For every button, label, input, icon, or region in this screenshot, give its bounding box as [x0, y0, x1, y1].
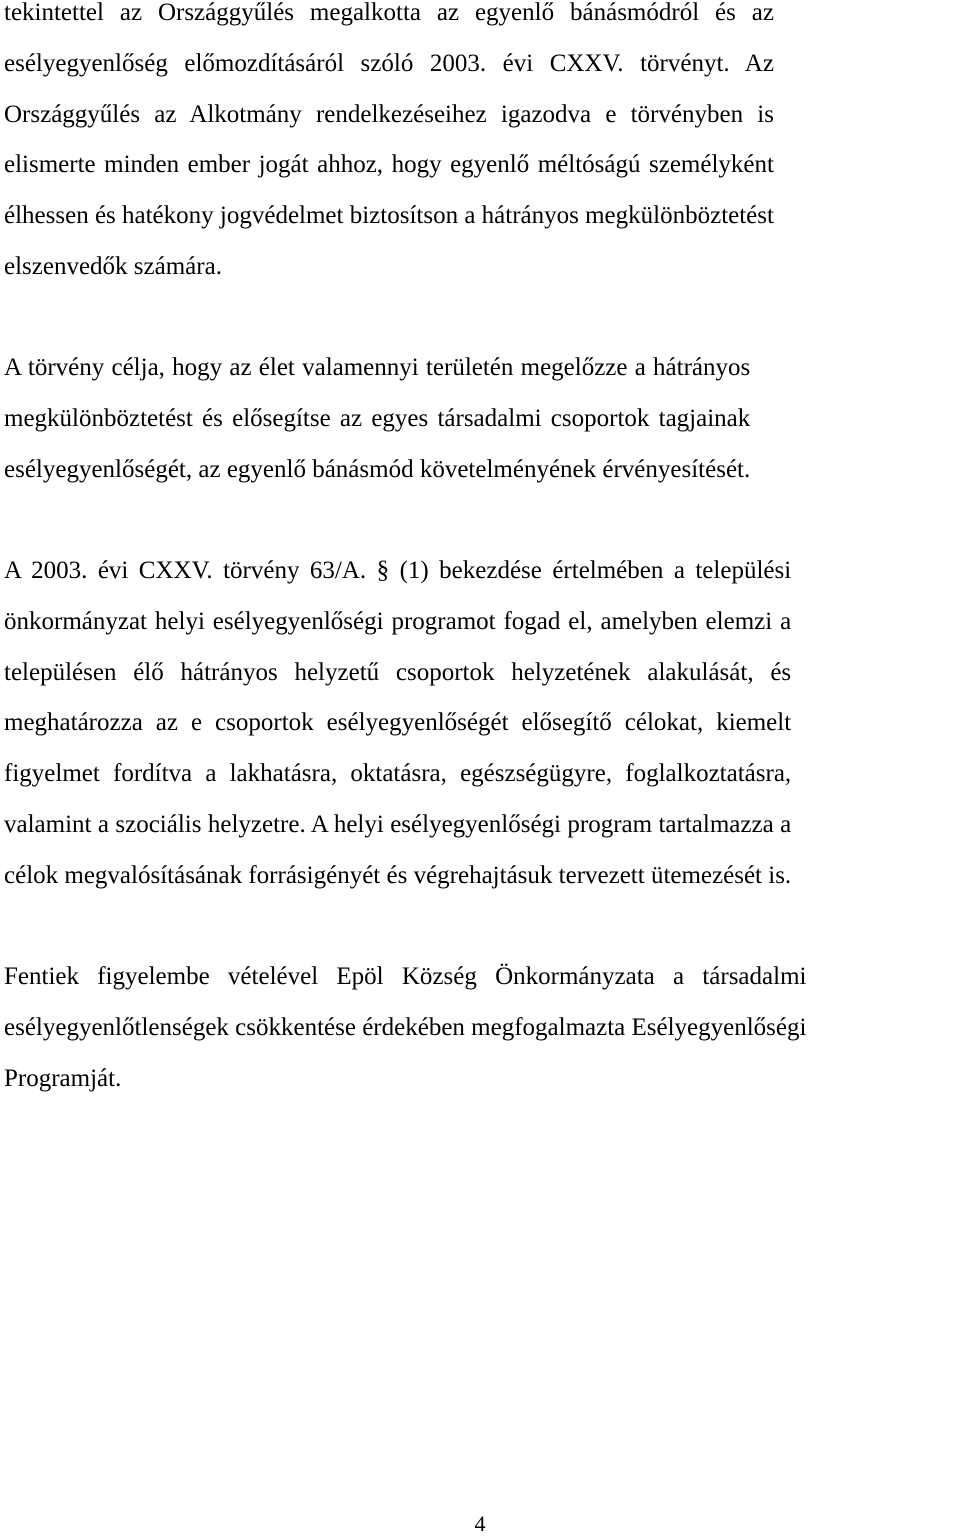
text-line: valamint a szociális helyzetre. A helyi esélyegyenlőségi program tartalmazza a — [4, 810, 792, 838]
text-line: meghatározza az e csoportok esélyegyenlőségét elősegítő célokat, kiemelt — [4, 709, 792, 737]
page-number: 4 — [474, 1511, 486, 1536]
paragraph-local-program — [4, 546, 791, 902]
text-line: elszenvedők számára. — [4, 252, 222, 280]
text-line: esélyegyenlőség előmozdításáról szóló 2003. évi CXXV. törvényt. Az — [4, 49, 774, 77]
text-line: Programját. — [4, 1064, 122, 1092]
text-line: önkormányzat helyi esélyegyenlőségi programot fogad el, amelyben elemzi a — [4, 607, 792, 635]
text-line: tekintettel az Országgyűlés megalkotta az egyenlő bánásmódról és az — [4, 0, 774, 26]
paragraph-law-recognition — [4, 0, 774, 293]
text-line: esélyegyenlőtlenségek csökkentése érdekében megfogalmazta Esélyegyenlőségi — [4, 1013, 807, 1041]
text-line: célok megvalósításának forrásigényét és végrehajtásuk tervezett ütemezését is. — [4, 861, 792, 889]
text-line: Országgyűlés az Alkotmány rendelkezéseihez igazodva e törvényben is — [4, 100, 774, 128]
text-line: Fentiek figyelembe vételével Epöl Község Önkormányzata a társadalmi — [4, 963, 807, 990]
text-line: figyelmet fordítva a lakhatásra, oktatásra, egészségügyre, foglalkoztatásra, — [4, 760, 792, 788]
text-line: A törvény célja, hogy az élet valamennyi területén megelőzze a hátrányos — [4, 354, 751, 381]
paragraph-law-purpose — [4, 343, 750, 495]
text-line: esélyegyenlőségét, az egyenlő bánásmód követelményének érvényesítését. — [4, 455, 751, 483]
text-line: megkülönböztetést és elősegítse az egyes társadalmi csoportok tagjainak — [4, 404, 751, 432]
text-line: településen élő hátrányos helyzetű csoportok helyzetének alakulását, és — [4, 658, 792, 686]
text-line: A 2003. évi CXXV. törvény 63/A. § (1) bekezdése értelmében a települési — [4, 557, 792, 584]
text-line: elismerte minden ember jogát ahhoz, hogy egyenlő méltóságú személyként — [4, 151, 774, 179]
paragraph-conclusion — [4, 952, 806, 1104]
text-line: élhessen és hatékony jogvédelmet biztosítson a hátrányos megkülönböztetést — [4, 202, 774, 230]
